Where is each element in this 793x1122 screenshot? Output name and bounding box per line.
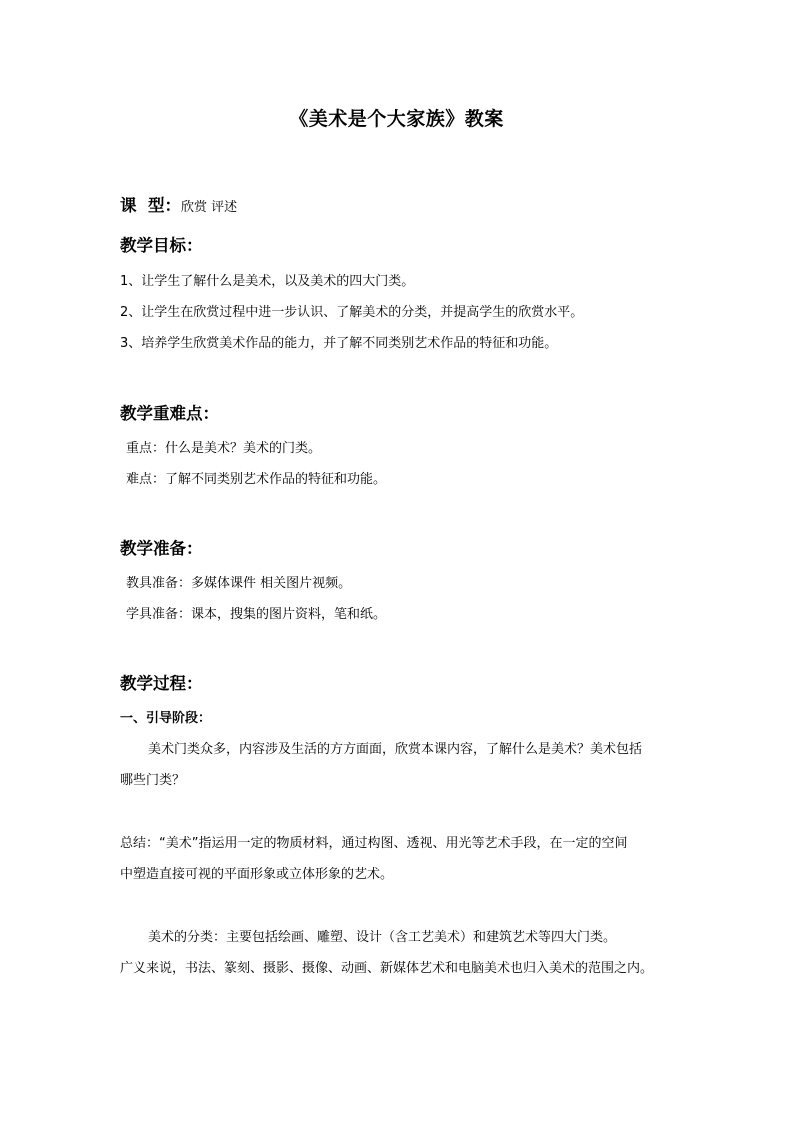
- category-line-2: 广义来说，书法、篆刻、摄影、摄像、动画、新媒体艺术和电脑美术也归入美术的范围之内。: [120, 961, 654, 976]
- process-heading: 教学过程：: [120, 674, 203, 693]
- goals-heading: 教学目标：: [120, 236, 203, 255]
- goal-item-2: 2、让学生在欣赏过程中进一步认识、了解美术的分类，并提高学生的欣赏水平。: [120, 305, 584, 320]
- lesson-type-label: 课 型：: [120, 196, 181, 215]
- category-line-1: 美术的分类：主要包括绘画、雕塑、设计（含工艺美术）和建筑艺术等四大门类。: [148, 930, 617, 945]
- lesson-type-value: 欣赏 评述: [181, 200, 238, 215]
- stage1-heading: 一、引导阶段：: [120, 711, 212, 726]
- summary-line-2: 中塑造直接可视的平面形象或立体形象的艺术。: [120, 867, 394, 882]
- key-points-heading: 教学重难点：: [120, 404, 219, 423]
- preparation-heading: 教学准备：: [120, 539, 203, 558]
- student-prep-item: 学具准备：课本，搜集的图片资料，笔和纸。: [126, 607, 387, 622]
- intro-paragraph-line-2: 哪些门类？: [120, 773, 186, 788]
- document-title: 《美术是个大家族》教案: [289, 108, 504, 130]
- lesson-type-line: [120, 192, 237, 216]
- intro-paragraph-line-1: 美术门类众多，内容涉及生活的方方面面，欣赏本课内容，了解什么是美术？美术包括: [148, 742, 643, 757]
- key-point-item: 重点：什么是美术？美术的门类。: [126, 441, 322, 456]
- difficult-point-item: 难点：了解不同类别艺术作品的特征和功能。: [126, 472, 387, 487]
- teacher-prep-item: 教具准备：多媒体课件 相关图片视频。: [126, 576, 352, 591]
- summary-line-1: 总结：“美术”指运用一定的物质材料，通过构图、透视、用光等艺术手段，在一定的空间: [120, 836, 628, 851]
- goal-item-3: 3、培养学生欣赏美术作品的能力，并了解不同类别艺术作品的特征和功能。: [120, 336, 558, 351]
- goal-item-1: 1、让学生了解什么是美术，以及美术的四大门类。: [120, 274, 415, 289]
